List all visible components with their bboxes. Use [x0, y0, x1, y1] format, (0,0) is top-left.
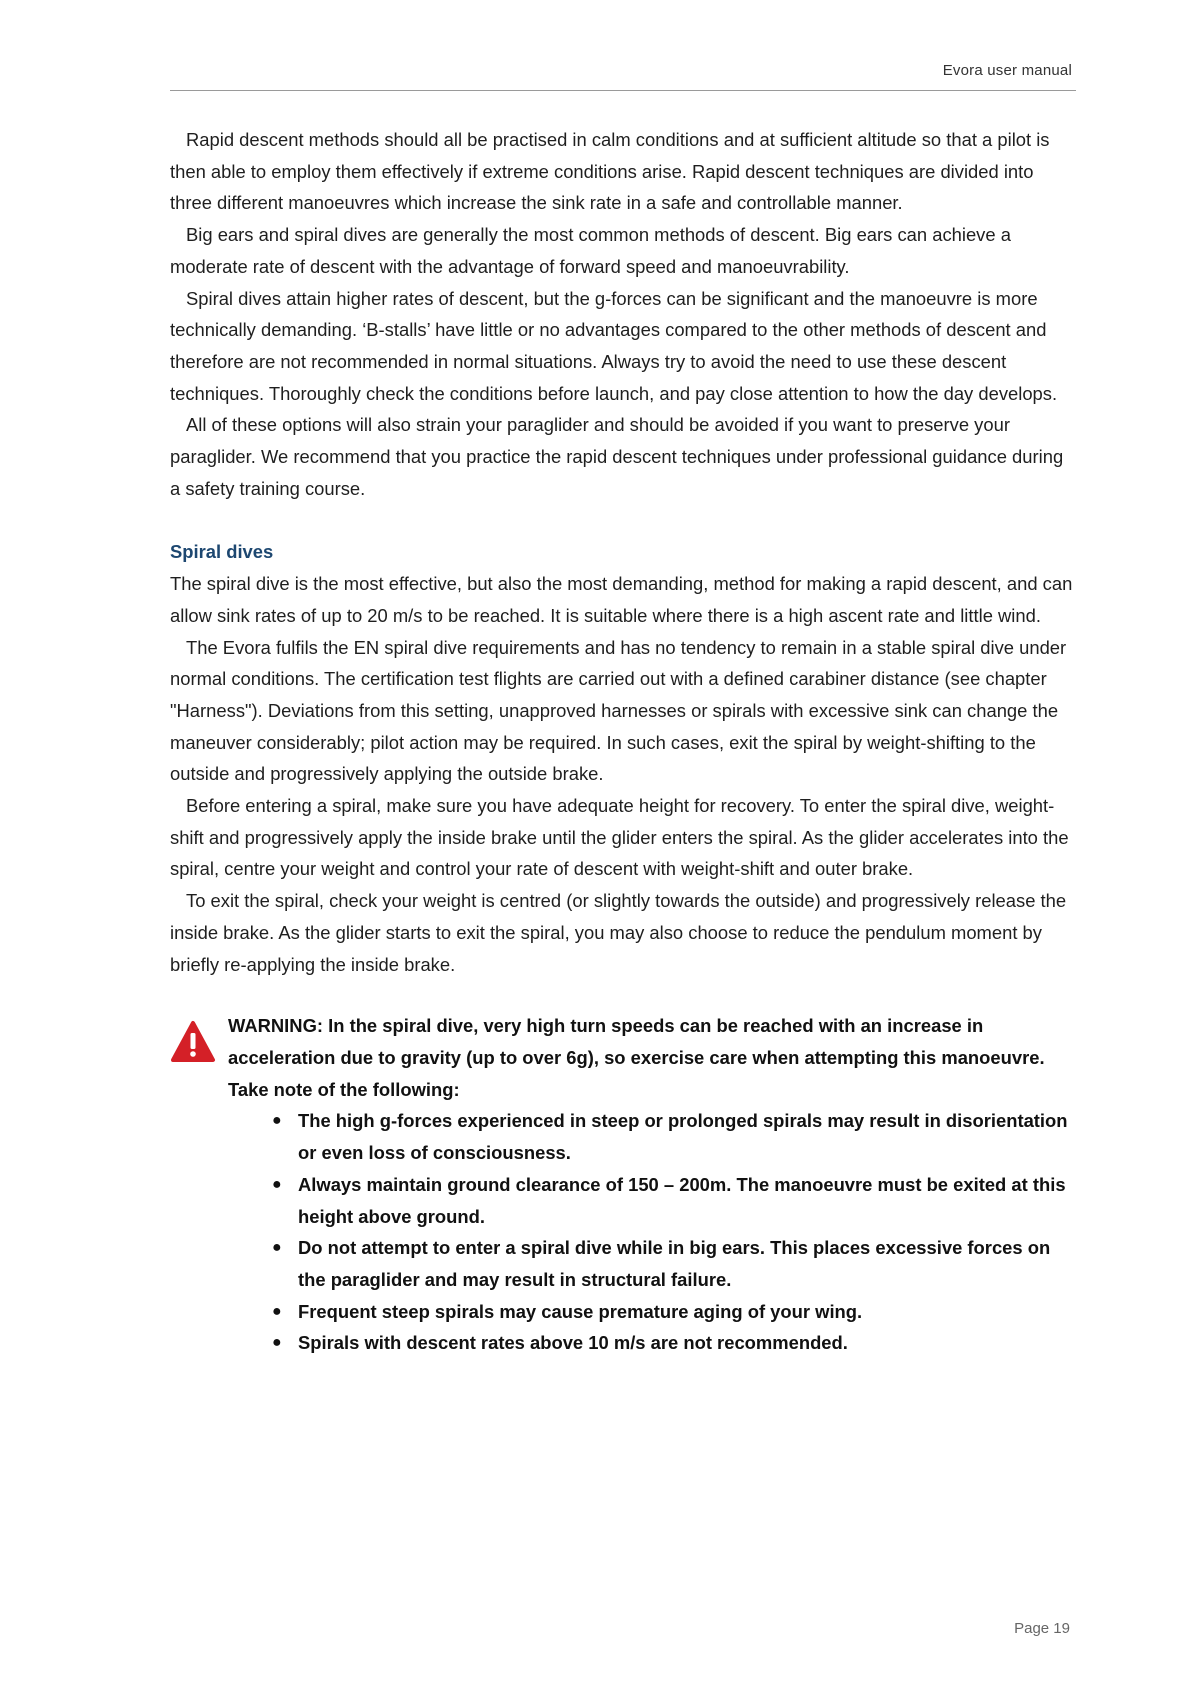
document-header-title: Evora user manual	[942, 62, 1072, 79]
page-number: Page 19	[1014, 1620, 1070, 1637]
bullet-icon: ●	[272, 1302, 282, 1320]
bullet-icon: ●	[272, 1175, 282, 1193]
warning-list-item	[272, 1232, 1076, 1295]
bullet-icon: ●	[272, 1239, 282, 1257]
warning-list-item	[272, 1105, 1076, 1168]
intro-paragraph-3: Spiral dives attain higher rates of descent, but the g-forces can be significant and the manoeuvre is more technically demanding. ‘B-stalls’ have little or no advantages compared to the other methods of descent and therefore are not recommended in normal situations. Always try to avoid the need to use these descent techniques. Thoroughly check the conditions before launch, and pay close attention to how the day develops.	[170, 287, 1058, 404]
warning-list-item	[272, 1296, 1076, 1328]
spiral-paragraph-1: The spiral dive is the most effective, but also the most demanding, method for making a rapid descent, and can allow sink rates of up to 20 m/s to be reached. It is suitable where there is a high ascent rate and little wind.	[170, 573, 1073, 626]
intro-paragraph-2: Big ears and spiral dives are generally the most common methods of descent. Big ears can achieve a moderate rate of descent with the advantage of forward speed and manoeuvrability.	[170, 224, 1011, 277]
section-heading-spiral-dives: Spiral dives	[170, 541, 274, 563]
spiral-paragraph-2: The Evora fulfils the EN spiral dive requirements and has no tendency to remain in a stable spiral dive under normal conditions. The certification test flights are carried out with a defined carabiner distance (see chapter "Harness"). Deviations from this setting, unapproved harnesses or spirals with excessive sink can change the maneuver considerably; pilot action may be required. In such cases, exit the spiral by weight-shifting to the outside and progressively applying the outside brake.	[170, 636, 1067, 785]
warning-item-text: Do not attempt to enter a spiral dive while in big ears. This places excessive forces on the paraglider and may result in structural failure.	[298, 1237, 1051, 1290]
warning-item-text: Spirals with descent rates above 10 m/s are not recommended.	[298, 1332, 848, 1354]
warning-text: WARNING: In the spiral dive, very high turn speeds can be reached with an increase in acceleration due to gravity (up to over 6g), so exercise care when attempting this manoeuvre. Take note of the following:	[228, 1015, 1045, 1100]
spiral-paragraph-4: To exit the spiral, check your weight is centred (or slightly towards the outside) and progressively release the inside brake. As the glider starts to exit the spiral, you may also choose to reduce the pendulum moment by briefly re-applying the inside brake.	[170, 890, 1067, 975]
warning-list	[228, 1105, 1076, 1359]
warning-list-item	[272, 1327, 1076, 1359]
warning-triangle-icon	[170, 1020, 216, 1064]
warning-list-item	[272, 1169, 1076, 1232]
page-content	[170, 124, 1076, 1359]
spiral-paragraph-3: Before entering a spiral, make sure you have adequate height for recovery. To enter the spiral dive, weight-shift and progressively apply the inside brake until the glider enters the spiral. As the glider accelerates into the spiral, centre your weight and control your rate of descent with weight-shift and outer brake.	[170, 795, 1069, 880]
intro-paragraph-1: Rapid descent methods should all be practised in calm conditions and at sufficient altitude so that a pilot is then able to employ them effectively if extreme conditions arise. Rapid descent techniques are divided into three different manoeuvres which increase the sink rate in a safe and controllable manner.	[170, 129, 1050, 214]
warning-item-text: Always maintain ground clearance of 150 – 200m. The manoeuvre must be exited at this height above ground.	[298, 1173, 1066, 1227]
header-divider	[170, 90, 1076, 91]
warning-item-text: The high g-forces experienced in steep or prolonged spirals may result in disorientation or even loss of consciousness.	[298, 1110, 1068, 1164]
intro-paragraph-4: All of these options will also strain your paraglider and should be avoided if you want to preserve your paraglider. We recommend that you practice the rapid descent techniques under professional guidance during a safety training course.	[170, 414, 1064, 499]
warning-block	[170, 1010, 1076, 1359]
bullet-icon: ●	[272, 1112, 282, 1130]
warning-item-text: Frequent steep spirals may cause premature aging of your wing.	[298, 1300, 863, 1322]
bullet-icon: ●	[272, 1334, 282, 1352]
